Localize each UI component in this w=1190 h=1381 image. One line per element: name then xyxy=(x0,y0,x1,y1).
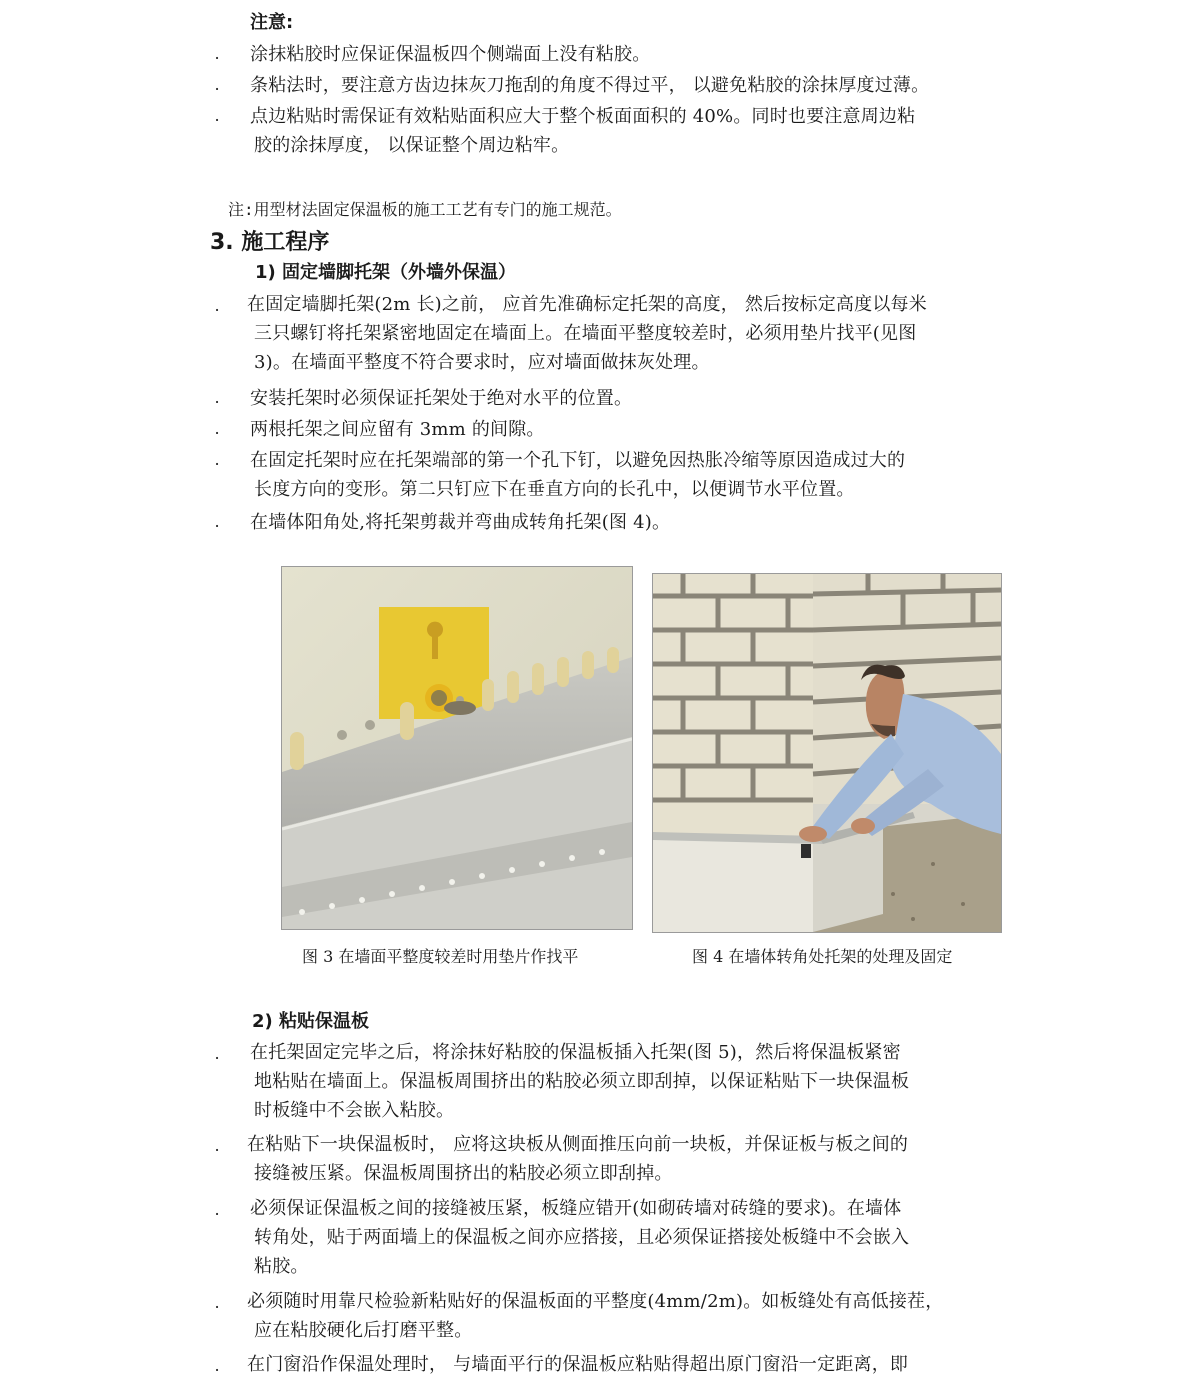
sub1-item-1-line-3: 3)。在墙面平整度不符合要求时，应对墙面做抹灰处理。 xyxy=(254,352,710,373)
attention-item-3-line-2: 胶的涂抹厚度， 以保证整个周边粘牢。 xyxy=(254,135,570,156)
sub1-item-1-line-1: 在固定墙脚托架(2m 长)之前， 应首先准确标定托架的高度， 然后按标定高度以每米 xyxy=(247,294,927,315)
note-line: 注:用型材法固定保温板的施工工艺有专门的施工规范。 xyxy=(228,200,622,219)
subsection-title-1: 1) 固定墙脚托架（外墙外保温） xyxy=(255,262,517,283)
bullet-marker: . xyxy=(214,419,220,438)
attention-item-2: 条粘法时，要注意方齿边抹灰刀拖刮的角度不得过平， 以避免粘胶的涂抹厚度过薄。 xyxy=(250,75,930,96)
sub2-item-2-line-2: 接缝被压紧。保温板周围挤出的粘胶必须立即刮掉。 xyxy=(254,1163,673,1184)
sub2-item-1-line-2: 地粘贴在墙面上。保温板周围挤出的粘胶必须立即刮掉，以保证粘贴下一块保温板 xyxy=(254,1071,910,1092)
sub2-item-3-line-3: 粘胶。 xyxy=(254,1256,309,1277)
bullet-marker: . xyxy=(214,1200,220,1219)
section-title: 3. 施工程序 xyxy=(210,230,330,255)
figure-4-photo xyxy=(652,573,1002,933)
bullet-marker: . xyxy=(214,450,220,469)
bullet-marker: . xyxy=(214,1044,220,1063)
bullet-marker: . xyxy=(214,388,220,407)
bullet-marker: . xyxy=(214,44,220,63)
attention-item-3-line-1: 点边粘贴时需保证有效粘贴面积应大于整个板面面积的 40%。同时也要注意周边粘 xyxy=(250,106,916,127)
attention-item-1: 涂抹粘胶时应保证保温板四个侧端面上没有粘胶。 xyxy=(250,44,651,65)
sub2-item-2-line-1: 在粘贴下一块保温板时， 应将这块板从侧面推压向前一块板，并保证板与板之间的 xyxy=(247,1134,909,1155)
bullet-marker: . xyxy=(214,1293,220,1312)
bullet-marker: . xyxy=(214,106,220,125)
sub2-item-4-line-2: 应在粘胶硬化后打磨平整。 xyxy=(254,1320,473,1341)
sub1-item-5: 在墙体阳角处,将托架剪裁并弯曲成转角托架(图 4)。 xyxy=(250,512,671,533)
sub2-item-4-line-1: 必须随时用靠尺检验新粘贴好的保温板面的平整度(4mm/2m)。如板缝处有高低接茬， xyxy=(247,1291,944,1312)
sub1-item-2: 安装托架时必须保证托架处于绝对水平的位置。 xyxy=(250,388,633,409)
figure-3-photo xyxy=(281,566,633,930)
sub1-item-4-line-1: 在固定托架时应在托架端部的第一个孔下钉，以避免因热胀冷缩等原因造成过大的 xyxy=(250,450,906,471)
bullet-marker: . xyxy=(214,296,220,315)
attention-title: 注意: xyxy=(250,12,294,33)
bullet-marker: . xyxy=(214,1356,220,1375)
bullet-marker: . xyxy=(214,1136,220,1155)
sub2-item-1-line-1: 在托架固定完毕之后，将涂抹好粘胶的保温板插入托架(图 5)，然后将保温板紧密 xyxy=(250,1042,901,1063)
sub1-item-3: 两根托架之间应留有 3mm 的间隙。 xyxy=(250,419,545,440)
sub1-item-4-line-2: 长度方向的变形。第二只钉应下在垂直方向的长孔中，以便调节水平位置。 xyxy=(254,479,855,500)
sub2-item-3-line-2: 转角处，贴于两面墙上的保温板之间亦应搭接，且必须保证搭接处板缝中不会嵌入 xyxy=(254,1227,910,1248)
sub1-item-1-line-2: 三只螺钉将托架紧密地固定在墙面上。在墙面平整度较差时，必须用垫片找平(见图 xyxy=(254,323,917,344)
sub2-item-5-line-1: 在门窗沿作保温处理时， 与墙面平行的保温板应粘贴得超出原门窗沿一定距离，即 xyxy=(247,1354,909,1375)
sub2-item-3-line-1: 必须保证保温板之间的接缝被压紧，板缝应错开(如砌砖墙对砖缝的要求)。在墙体 xyxy=(250,1198,902,1219)
sub2-item-1-line-3: 时板缝中不会嵌入粘胶。 xyxy=(254,1100,455,1121)
bullet-marker: . xyxy=(214,512,220,531)
bullet-marker: . xyxy=(214,75,220,94)
figure-3-caption: 图 3 在墙面平整度较差时用垫片作找平 xyxy=(302,947,579,966)
figure-4-caption: 图 4 在墙体转角处托架的处理及固定 xyxy=(692,947,953,966)
subsection-title-2: 2) 粘贴保温板 xyxy=(252,1011,370,1032)
